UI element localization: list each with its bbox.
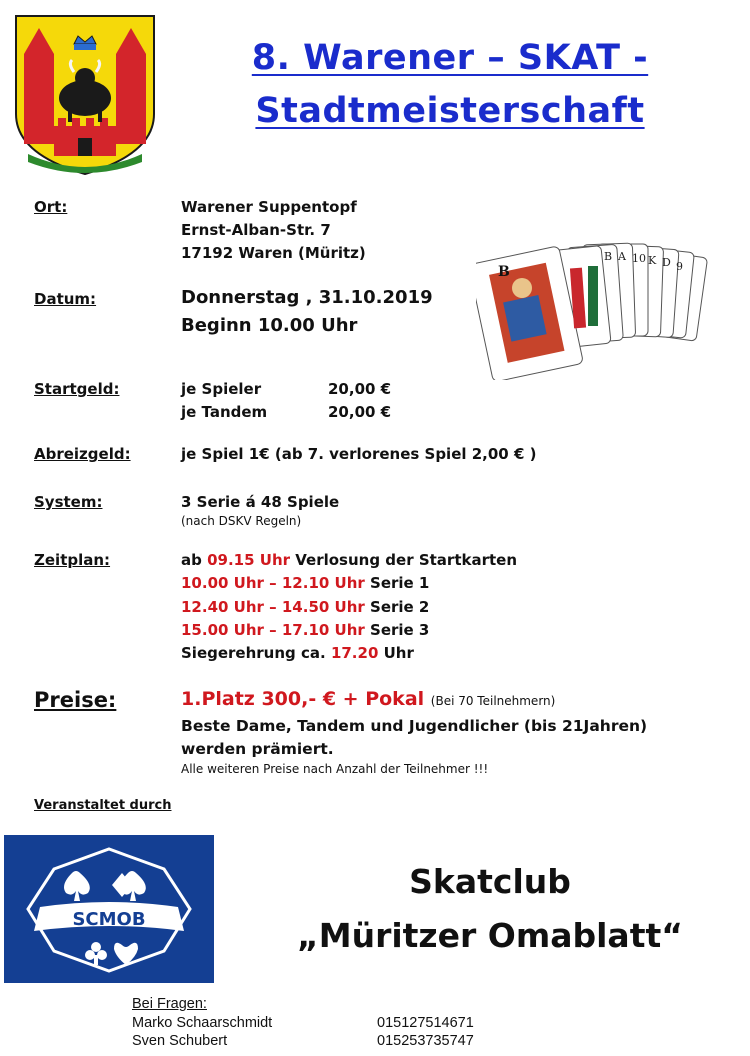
startgeld-row-1-amount: 20,00 € (328, 380, 392, 398)
startgeld-label: Startgeld: (34, 380, 120, 398)
club-logo-text: SCMOB (72, 909, 146, 930)
zeitplan-row-4-post: Serie 3 (364, 621, 430, 639)
club-emblem-icon (4, 835, 214, 983)
svg-text:B: B (604, 250, 613, 263)
zeitplan-row-3-time: 12.40 Uhr – 14.50 Uhr (181, 598, 365, 616)
system-note: (nach DSKV Regeln) (181, 514, 302, 528)
zeitplan-row-2-post: Serie 1 (364, 574, 430, 592)
datum-begin: Beginn 10.00 Uhr (181, 315, 358, 336)
ort-line-2: Ernst-Alban-Str. 7 (181, 221, 331, 239)
startgeld-row-2-amount: 20,00 € (328, 403, 392, 421)
datum-label: Datum: (34, 290, 97, 308)
svg-text:A: A (618, 250, 626, 263)
prize-first-text: 1.Platz 300,- € + Pokal (181, 688, 425, 710)
svg-text:B: B (498, 264, 510, 280)
zeitplan-row-3-post: Serie 2 (364, 598, 430, 616)
prize-note: Alle weiteren Preise nach Anzahl der Teilnehmer !!! (181, 762, 489, 776)
zeitplan-row-2 (181, 574, 429, 592)
coat-of-arms-icon (14, 14, 156, 176)
contact-2-phone: 015253735747 (377, 1033, 474, 1049)
svg-text:10: 10 (632, 252, 646, 265)
zeitplan-row-5 (181, 644, 414, 662)
zeitplan-row-3 (181, 598, 429, 616)
ort-line-3: 17192 Waren (Müritz) (181, 244, 366, 262)
zeitplan-row-1 (181, 551, 517, 569)
abreizgeld-text: je Spiel 1€ (ab 7. verlorenes Spiel 2,00 € ) (181, 445, 537, 463)
organizer-label: Veranstaltet durch (34, 798, 172, 813)
svg-text:D: D (662, 256, 671, 269)
contact-1-name: Marko Schaarschmidt (132, 1015, 273, 1031)
system-text: 3 Serie á 48 Spiele (181, 493, 340, 511)
prize-first-note: (Bei 70 Teilnehmern) (430, 694, 556, 708)
startgeld-row-1-name: je Spieler (181, 380, 262, 398)
title-line-1: 8. Warener – SKAT - (251, 38, 649, 78)
zeitplan-row-1-pre: ab (181, 551, 208, 569)
ort-line-1: Warener Suppentopf (181, 198, 357, 216)
svg-text:9: 9 (676, 260, 683, 273)
startgeld-row-2-name: je Tandem (181, 403, 268, 421)
club-name-line-2: „Müritzer Omablatt“ (297, 916, 683, 955)
club-name-line-1: Skatclub (409, 862, 571, 901)
contact-1-phone: 015127514671 (377, 1015, 474, 1031)
system-label: System: (34, 493, 103, 511)
zeitplan-row-5-pre: Siegerehrung ca. (181, 644, 331, 662)
zeitplan-row-1-post: Verlosung der Startkarten (290, 551, 518, 569)
title-line-2: Stadtmeisterschaft (255, 91, 645, 131)
zeitplan-label: Zeitplan: (34, 551, 111, 569)
prize-line-2: Beste Dame, Tandem und Jugendlicher (bis 21Jahren) (181, 717, 648, 735)
ort-label: Ort: (34, 198, 68, 216)
contact-2-name: Sven Schubert (132, 1033, 228, 1049)
zeitplan-row-4-time: 15.00 Uhr – 17.10 Uhr (181, 621, 365, 639)
zeitplan-row-4 (181, 621, 429, 639)
zeitplan-row-2-time: 10.00 Uhr – 12.10 Uhr (181, 574, 365, 592)
datum-date: Donnerstag , 31.10.2019 (181, 287, 433, 308)
prize-first (181, 688, 555, 710)
zeitplan-row-5-post: Uhr (378, 644, 414, 662)
zeitplan-row-5-time: 17.20 (330, 644, 379, 662)
prize-line-3: werden prämiert. (181, 740, 334, 758)
playing-cards-icon (476, 238, 710, 380)
contacts-label: Bei Fragen: (132, 996, 207, 1012)
abreizgeld-label: Abreizgeld: (34, 445, 131, 463)
preise-label: Preise: (34, 688, 117, 712)
zeitplan-row-1-time: 09.15 Uhr (207, 551, 291, 569)
svg-text:K: K (648, 254, 657, 267)
club-logo (4, 835, 214, 983)
